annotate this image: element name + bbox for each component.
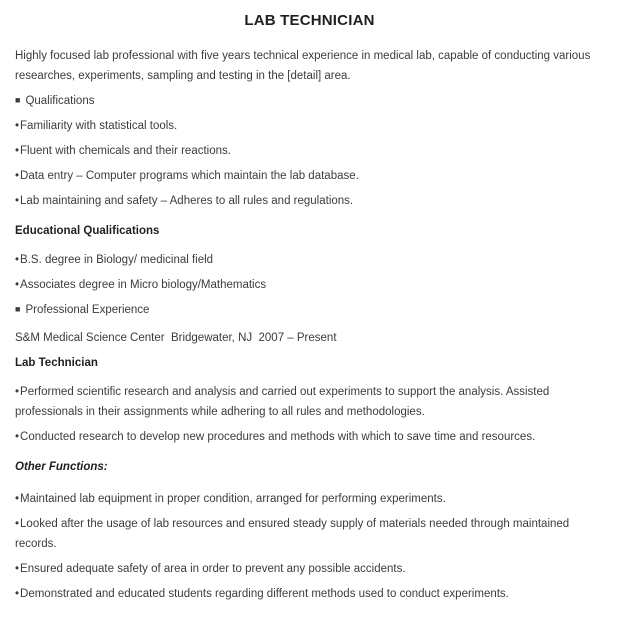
bullet-item [15,382,604,422]
round-bullet-marker: • [15,386,20,398]
bullet-item [15,514,604,554]
section-label: Qualifications [25,95,95,107]
bullet-text: Demonstrated and educated students regarding different methods used to conduct experiments. [20,588,509,600]
bullet-text: Performed scientific research and analysis and carried out experiments to support the analysis. Assisted professionals in their assignments while adhering to all rules and methodologies. [15,386,550,418]
bullet-item [15,250,604,270]
employer-line: S&M Medical Science Center Bridgewater, NJ 2007 – Present [15,332,337,344]
bullet-item [15,116,604,136]
round-bullet-marker: • [15,493,20,505]
bullet-item [15,584,604,604]
bullet-item [15,427,604,447]
bullet-text: B.S. degree in Biology/ medicinal field [20,254,214,266]
bullet-item [15,141,604,161]
section-heading-educational-qualifications: Educational Qualifications [15,225,160,237]
bullet-item [15,559,604,579]
round-bullet-marker: • [15,145,20,157]
bullet-text: Familiarity with statistical tools. [20,120,178,132]
bullet-text: Conducted research to develop new procedures and methods with which to save time and resources. [20,431,536,443]
bullet-text: Ensured adequate safety of area in order to prevent any possible accidents. [20,563,406,575]
section-label: Professional Experience [25,304,150,316]
bullet-item [15,166,604,186]
job-title-heading: Lab Technician [15,357,98,369]
summary-paragraph: Highly focused lab professional with five years technical experience in medical lab, capable of conducting various researches, experiments, sampling and testing in the [detail] area. [15,50,591,82]
round-bullet-marker: • [15,279,20,291]
page-title: LAB TECHNICIAN [244,12,375,29]
bullet-item [15,191,604,211]
bullet-text: Maintained lab equipment in proper condition, arranged for performing experiments. [20,493,446,505]
bullet-text: Lab maintaining and safety – Adheres to all rules and regulations. [20,195,354,207]
square-bullet-marker: ■ [15,95,21,105]
square-bullet-marker: ■ [15,304,21,314]
round-bullet-marker: • [15,518,20,530]
round-bullet-marker: • [15,254,20,266]
round-bullet-marker: • [15,588,20,600]
bullet-text: Associates degree in Micro biology/Mathematics [20,279,267,291]
bullet-text: Looked after the usage of lab resources and ensured steady supply of materials needed through maintained records. [15,518,570,550]
round-bullet-marker: • [15,195,20,207]
round-bullet-marker: • [15,170,20,182]
round-bullet-marker: • [15,563,20,575]
round-bullet-marker: • [15,431,20,443]
bullet-item [15,489,604,509]
bullet-text: Fluent with chemicals and their reactions. [20,145,231,157]
section-heading-other-functions: Other Functions: [15,461,108,473]
bullet-item [15,275,604,295]
section-bullet-professional-experience [15,300,604,320]
section-bullet-qualifications [15,91,604,111]
bullet-text: Data entry – Computer programs which maintain the lab database. [20,170,359,182]
round-bullet-marker: • [15,120,20,132]
